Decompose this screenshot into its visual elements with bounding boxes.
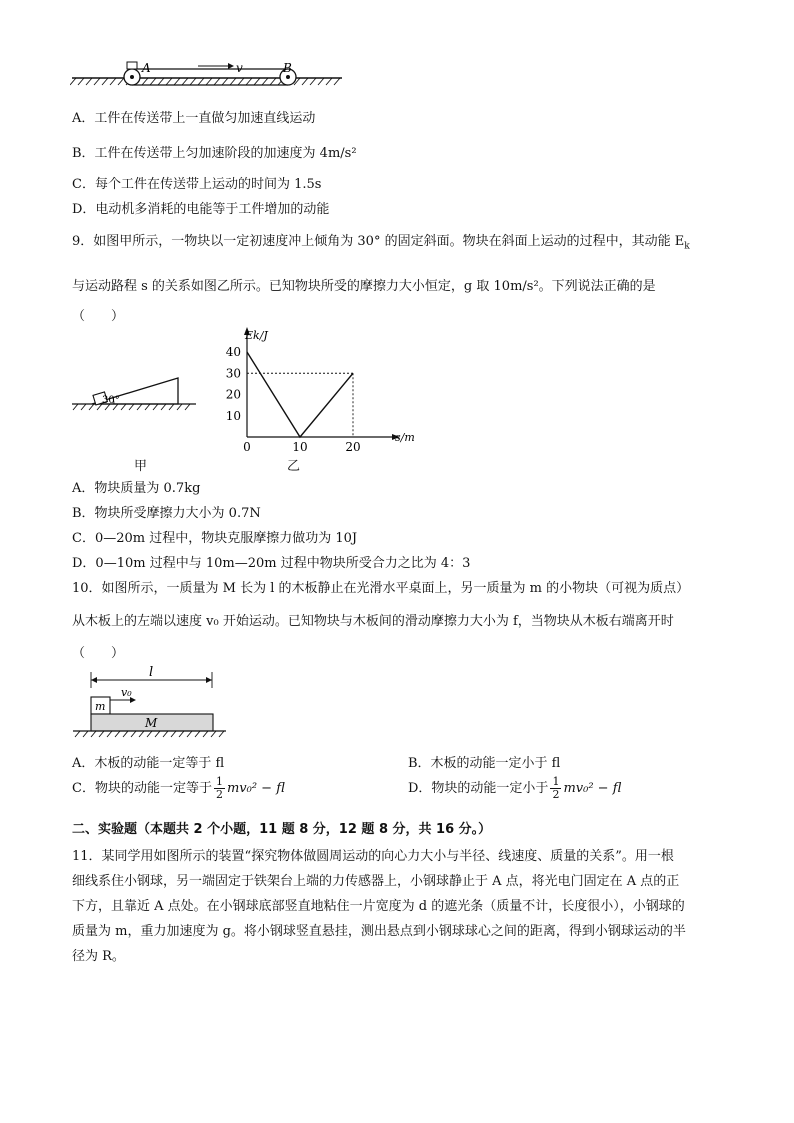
ek-series-line bbox=[247, 352, 353, 437]
q10-bracket: （ ） bbox=[72, 646, 125, 661]
q9-stem-line2: 与运动路程 s 的关系如图乙所示。已知物块所受的摩擦力大小恒定，g 取 10m/s²。下列说法正确的是 bbox=[72, 279, 656, 294]
y-tick-label: 20 bbox=[225, 387, 241, 402]
q10-option-d-text: D．物块的动能一定小于 bbox=[408, 781, 549, 796]
conveyor-belt-figure bbox=[70, 58, 345, 92]
q11-line4: 质量为 m，重力加速度为 g。将小钢球竖直悬挂，测出悬点到小钢球球心之间的距离，得到小钢球运动的半 bbox=[72, 924, 686, 939]
q10-option-d-expr: mv₀² − fl bbox=[563, 781, 622, 796]
section-title: 二、实验题（本题共 2 个小题，11 题 8 分，12 题 8 分，共 16 分。） bbox=[72, 822, 492, 837]
workpiece bbox=[127, 62, 137, 69]
q9-stem-line1: 9．如图甲所示，一物块以一定初速度冲上倾角为 30° 的固定斜面。物块在斜面上运动的过程中，其动能 $E_k$ bbox=[72, 234, 690, 252]
caption-jia: 甲 bbox=[134, 459, 148, 474]
q11-line1: 11．某同学用如图所示的装置“探究物体做圆周运动的向心力大小与半径、线速度、质量的关系”。用一根 bbox=[72, 849, 674, 864]
q9-option-a: A．物块质量为 0.7kg bbox=[72, 481, 201, 496]
q8-option-c: C．每个工件在传送带上运动的时间为 1.5s bbox=[72, 177, 322, 192]
q10-option-c-text: C．物块的动能一定等于 bbox=[72, 781, 212, 796]
q10-stem-line2: 从木板上的左端以速度 v₀ 开始运动。已知物块与木板间的滑动摩擦力大小为 f，当物块从木板右端离开时 bbox=[72, 614, 674, 629]
q11-line5: 径为 R。 bbox=[72, 949, 125, 964]
label-m: m bbox=[95, 700, 106, 713]
x-axis-label: s/m bbox=[395, 431, 415, 444]
q10-option-d bbox=[408, 776, 621, 801]
fraction-half: $\frac{1}{2}$ bbox=[552, 775, 560, 801]
label-v0: v₀ bbox=[121, 686, 132, 699]
q9-bracket: （ ） bbox=[72, 309, 125, 324]
q10-option-c-expr: mv₀² − fl bbox=[226, 781, 285, 796]
y-tick-label: 30 bbox=[225, 366, 241, 381]
label-v: v bbox=[236, 61, 243, 75]
q10-stem-line1: 10．如图所示，一质量为 M 长为 l 的木板静止在光滑水平桌面上，另一质量为 m 的小物块（可视为质点） bbox=[72, 581, 690, 596]
ek-s-chart bbox=[222, 325, 422, 475]
q11-line3: 下方，且靠近 A 点处。在小钢球底部竖直地粘住一片宽度为 d 的遮光条（质量不计，长度很小），小钢球的 bbox=[72, 899, 685, 914]
x-tick-label: 20 bbox=[345, 440, 361, 454]
q8-option-b: B．工件在传送带上匀加速阶段的加速度为 4m/s² bbox=[72, 146, 357, 161]
q9-option-b: B．物块所受摩擦力大小为 0.7N bbox=[72, 506, 261, 521]
q8-option-d: D．电动机多消耗的电能等于工件增加的动能 bbox=[72, 202, 330, 217]
label-b: B bbox=[283, 61, 292, 75]
q8-option-a: A．工件在传送带上一直做匀加速直线运动 bbox=[72, 111, 316, 126]
label-l: l bbox=[149, 665, 154, 680]
fraction-half: $\frac{1}{2}$ bbox=[215, 775, 223, 801]
angle-label: 30° bbox=[102, 395, 120, 406]
x-tick-label: 10 bbox=[292, 440, 308, 454]
caption-yi: 乙 bbox=[287, 459, 301, 474]
y-tick-label: 40 bbox=[225, 345, 241, 359]
q11-line2: 细线系住小钢球，另一端固定于铁架台上端的力传感器上，小钢球静止于 A 点，将光电门固定在 A 点的正 bbox=[72, 874, 680, 889]
x-tick-label: 0 bbox=[243, 440, 251, 454]
plank-figure bbox=[70, 662, 228, 742]
y-tick-label: 10 bbox=[225, 408, 241, 423]
label-big-m: M bbox=[145, 716, 158, 730]
q10-option-b: B．木板的动能一定小于 fl bbox=[408, 756, 561, 771]
label-a: A bbox=[142, 61, 151, 75]
y-axis-label: Ek/J bbox=[245, 329, 268, 342]
q10-option-a: A．木板的动能一定等于 fl bbox=[72, 756, 225, 771]
q9-option-d: D．0—10m 过程中与 10m—20m 过程中物块所受合力之比为 4：3 bbox=[72, 556, 471, 571]
q10-option-c bbox=[72, 776, 285, 801]
q9-option-c: C．0—20m 过程中，物块克服摩擦力做功为 10J bbox=[72, 531, 358, 546]
